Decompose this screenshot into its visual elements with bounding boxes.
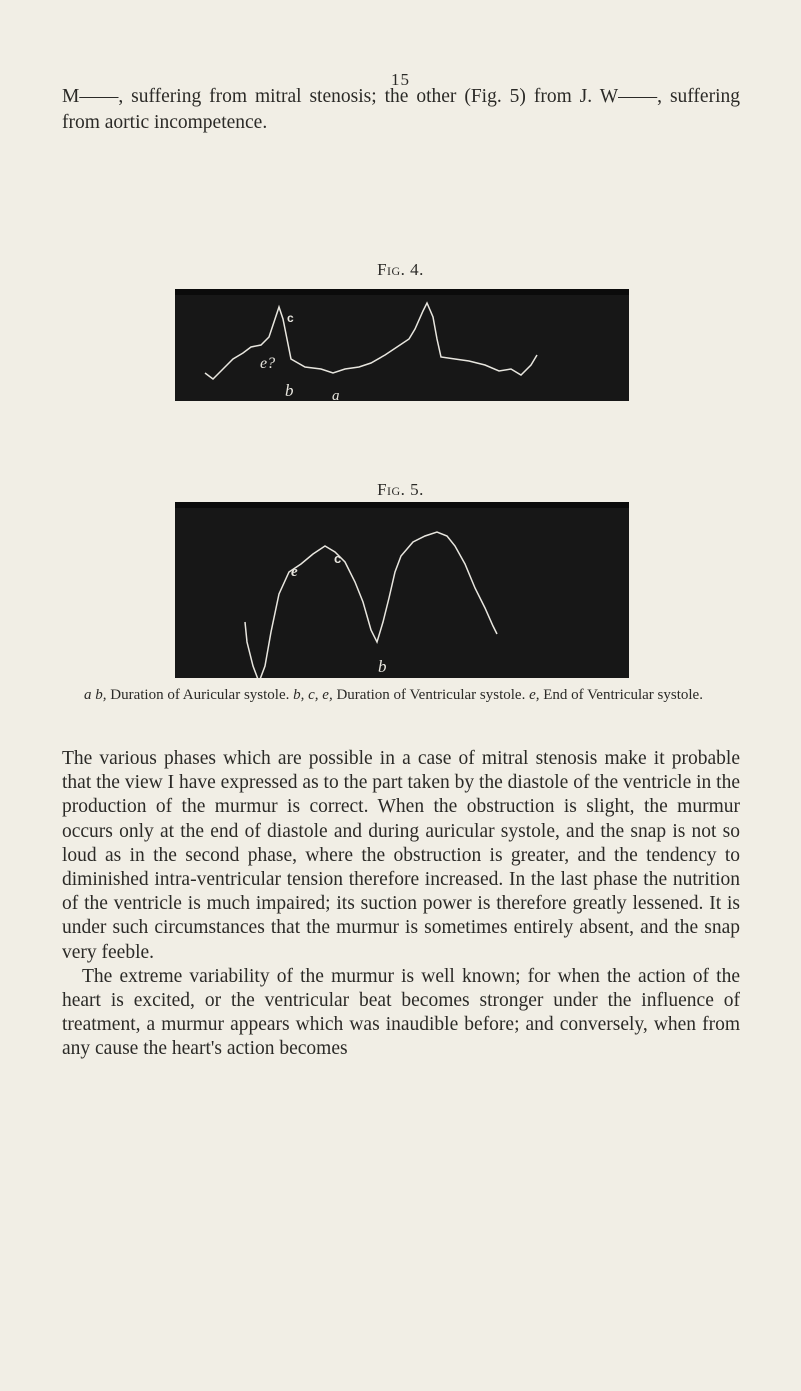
figure-5-caption [0, 480, 801, 500]
figure-legend [84, 687, 724, 704]
figure-5-plate [175, 502, 629, 678]
figure-4-caption-text: Fig. 4. [377, 260, 424, 279]
page-number: 15 [391, 70, 410, 89]
paragraph-2: The extreme variability of the murmur is well known; for when the action of the heart is excited, or the ventricular beat becomes stronger under the influence of treatment, a murmur appears which was inaudible before; and conversely, when from any cause the heart's action becomes [62, 965, 740, 1060]
figure-4-pulse-tracing [175, 289, 629, 401]
body-text [62, 747, 740, 1062]
legend-text-ventricular: Duration of Ventricular systole. [332, 687, 530, 703]
legend-symbol-e: e, [529, 687, 540, 703]
figure-4-label-a: a [332, 388, 340, 401]
figure-5-trace [245, 532, 497, 678]
figure-5-label-e: e [291, 564, 298, 580]
figure-4-plate [175, 289, 629, 401]
legend-symbol-ab: a b, [84, 687, 107, 703]
figure-5-label-c: c [334, 551, 342, 566]
figure-5-label-b: b [378, 657, 387, 676]
figure-4-trace [205, 303, 537, 379]
legend-text-end: End of Ventricular systole. [539, 687, 703, 703]
intro-paragraph: M——, suffering from mitral stenosis; the other (Fig. 5) from J. W——, suffering from aortic incompetence. [62, 86, 740, 133]
figure-4-caption [0, 260, 801, 280]
figure-5-caption-text: Fig. 5. [377, 480, 424, 499]
paragraph-1: The various phases which are possible in a case of mitral stenosis make it probable that the view I have expressed as to the part taken by the diastole of the ventricle in the production of the murmur is correct. When the obstruction is slight, the murmur occurs only at the end of diastole and during auricular systole, and the snap is not so loud as in the second phase, where the obstruction is greater, and the tendency to diminished intra-ventricular tension therefore increased. In the last phase the nutrition of the ventricle is much impaired; its suction power is therefore greatly lessened. It is under such circumstances that the murmur is sometimes entirely absent, and the snap very feeble. [62, 748, 740, 963]
figure-4-label-c: c [287, 311, 294, 325]
figure-4-label-b: b [285, 381, 294, 400]
legend-text-auricular: Duration of Auricular systole. [106, 687, 294, 703]
legend-symbol-bce: b, c, e, [293, 687, 333, 703]
figure-5-pulse-tracing [175, 502, 629, 678]
figure-4-label-e: e? [260, 355, 276, 372]
